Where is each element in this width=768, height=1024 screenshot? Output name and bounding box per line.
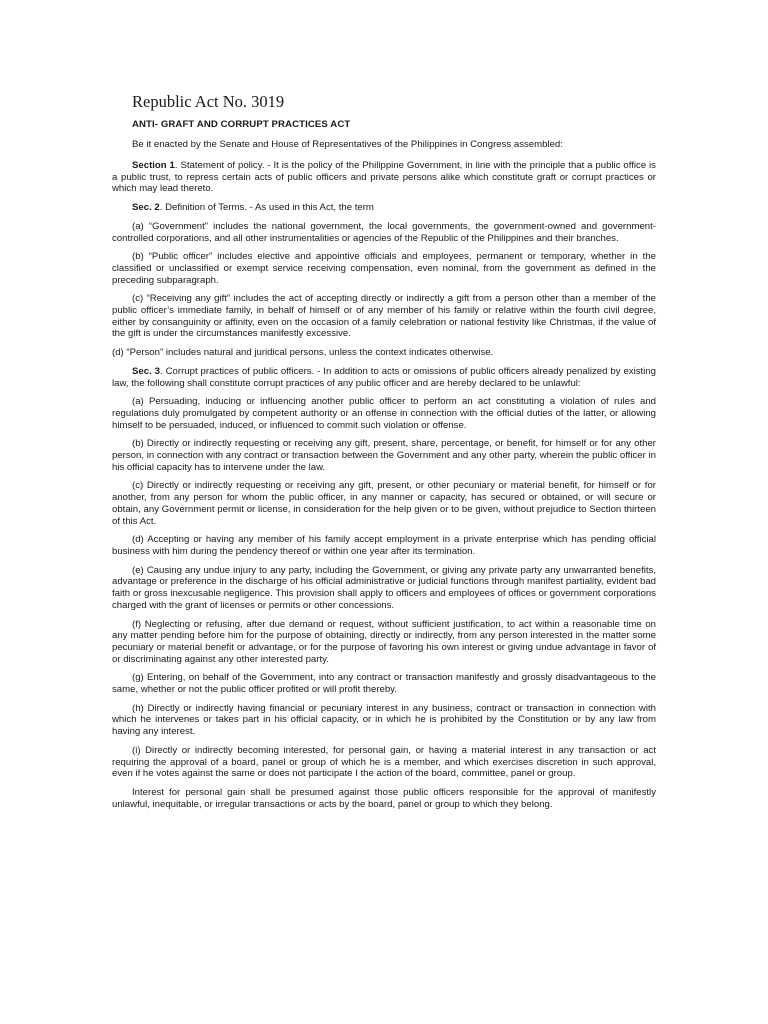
document-title: Republic Act No. 3019 xyxy=(132,92,285,111)
section-3-item-c: (c) Directly or indirectly requesting or receiving any gift, present, or other pecuniary or material benefit, for himself or for another, from any person for whom the public officer, in any manner or capacity, has secured or obtained, or will secure or obtain, any Government permit or license, in consideration for the help given or to be given, without prejudice to Section thirteen of this Act. xyxy=(112,480,656,527)
section-3-item-a: (a) Persuading, inducing or influencing another public officer to perform an act constituting a violation of rules and regulations duly promulgated by competent authority or an offense in connection with the official duties of the latter, or allowing himself to be persuaded, induced, or influenced to commit such violation or offense. xyxy=(112,396,656,431)
section-2-item-b: (b) “Public officer” includes elective and appointive officials and employees, permanent or temporary, whether in the classified or unclassified or exempt service receiving compensation, even nominal, from the government as defined in the preceding subparagraph. xyxy=(112,251,656,286)
section-1-label: Section 1 xyxy=(132,160,175,171)
section-2-label: Sec. 2 xyxy=(132,202,160,214)
section-3-item-i: (i) Directly or indirectly becoming interested, for personal gain, or having a material interest in any transaction or act requiring the approval of a board, panel or group of which he is a member, and which exercises discretion in such approval, even if he votes against the same or does not participate I the action of the board, committee, panel or group. xyxy=(112,744,656,780)
section-3-item-h: (h) Directly or indirectly having financial or pecuniary interest in any business, contract or transaction in connection with which he intervenes or takes part in his official capacity, or in which he is prohibited by the Constitution or by any law from having any interest. xyxy=(112,702,656,738)
section-3-item-d: (d) Accepting or having any member of his family accept employment in a private enterprise which has pending official business with him during the pendency thereof or within one year after its termination. xyxy=(112,534,656,557)
section-2-item-a: (a) “Government” includes the national government, the local governments, the government-owned and government-controlled corporations, and all other instrumentalities or agencies of the Republic of the Philippines and their branches. xyxy=(112,220,656,244)
section-3-item-e: (e) Causing any undue injury to any party, including the Government, or giving any private party any unwarranted benefits, advantage or preference in the discharge of his official administrative or judicial functions through manifest partiality, evident bad faith or gross inexcusable negligence. This provision shall apply to officers and employees of offices or government corporations charged with the grant of licenses or permits or other concessions. xyxy=(112,564,656,611)
section-1 xyxy=(112,160,656,195)
section-2-item-d: (d) “Person” includes natural and juridical persons, unless the context indicates otherwise. xyxy=(112,347,494,359)
section-2 xyxy=(112,202,656,214)
section-3-item-g: (g) Entering, on behalf of the Government, into any contract or transaction manifestly and grossly disadvantageous to the same, whether or not the public officer profited or will profit thereby. xyxy=(112,672,656,696)
section-3-label: Sec. 3 xyxy=(132,365,161,377)
act-name: ANTI- GRAFT AND CORRUPT PRACTICES ACT xyxy=(132,119,351,130)
section-3-text: . Corrupt practices of public officers. - In addition to acts or omissions of public officers already penalized by existing law, the following shall constitute corrupt practices of any public officer and are hereby declared to be unlawful: xyxy=(112,365,656,389)
enacting-clause: Be it enacted by the Senate and House of Representatives of the Philippines in Congress assembled: xyxy=(132,139,563,150)
section-3-item-b: (b) Directly or indirectly requesting or receiving any gift, present, share, percentage, or benefit, for himself or for any other person, in connection with any contract or transaction between the Government and any other party, wherein the public officer in his official capacity has to intervene under the law. xyxy=(112,438,656,473)
section-3-interest-paragraph: Interest for personal gain shall be presumed against those public officers responsible for the approval of manifestly unlawful, inequitable, or irregular transactions or acts by the board, panel or group to which they belong. xyxy=(112,786,656,810)
section-2-text: . Definition of Terms. - As used in this Act, the term xyxy=(159,202,374,214)
section-3 xyxy=(112,366,656,389)
section-3-item-f: (f) Neglecting or refusing, after due demand or request, without sufficient justification, to act within a reasonable time on any matter pending before him for the purpose of obtaining, directly or indirectly, from any person interested in the matter some pecuniary or material benefit or advantage, or for the purpose of favoring his own interest or giving undue advantage in favor of or discriminating against any other interested party. xyxy=(112,618,656,665)
section-2-item-c: (c) “Receiving any gift” includes the act of accepting directly or indirectly a gift from a person other than a member of the public officer’s immediate family, in behalf of himself or of any member of his family or relative within the fourth civil degree, either by consanguinity or affinity, even on the occasion of a family celebration or national festivity like Christmas, if the value of the gift is under the circumstances manifestly excessive. xyxy=(112,293,656,340)
section-1-text: . Statement of policy. - It is the policy of the Philippine Government, in line with the principle that a public office is a public trust, to repress certain acts of public officers and private persons alike which constitute graft or corrupt practices or which may lead thereto. xyxy=(112,160,656,195)
